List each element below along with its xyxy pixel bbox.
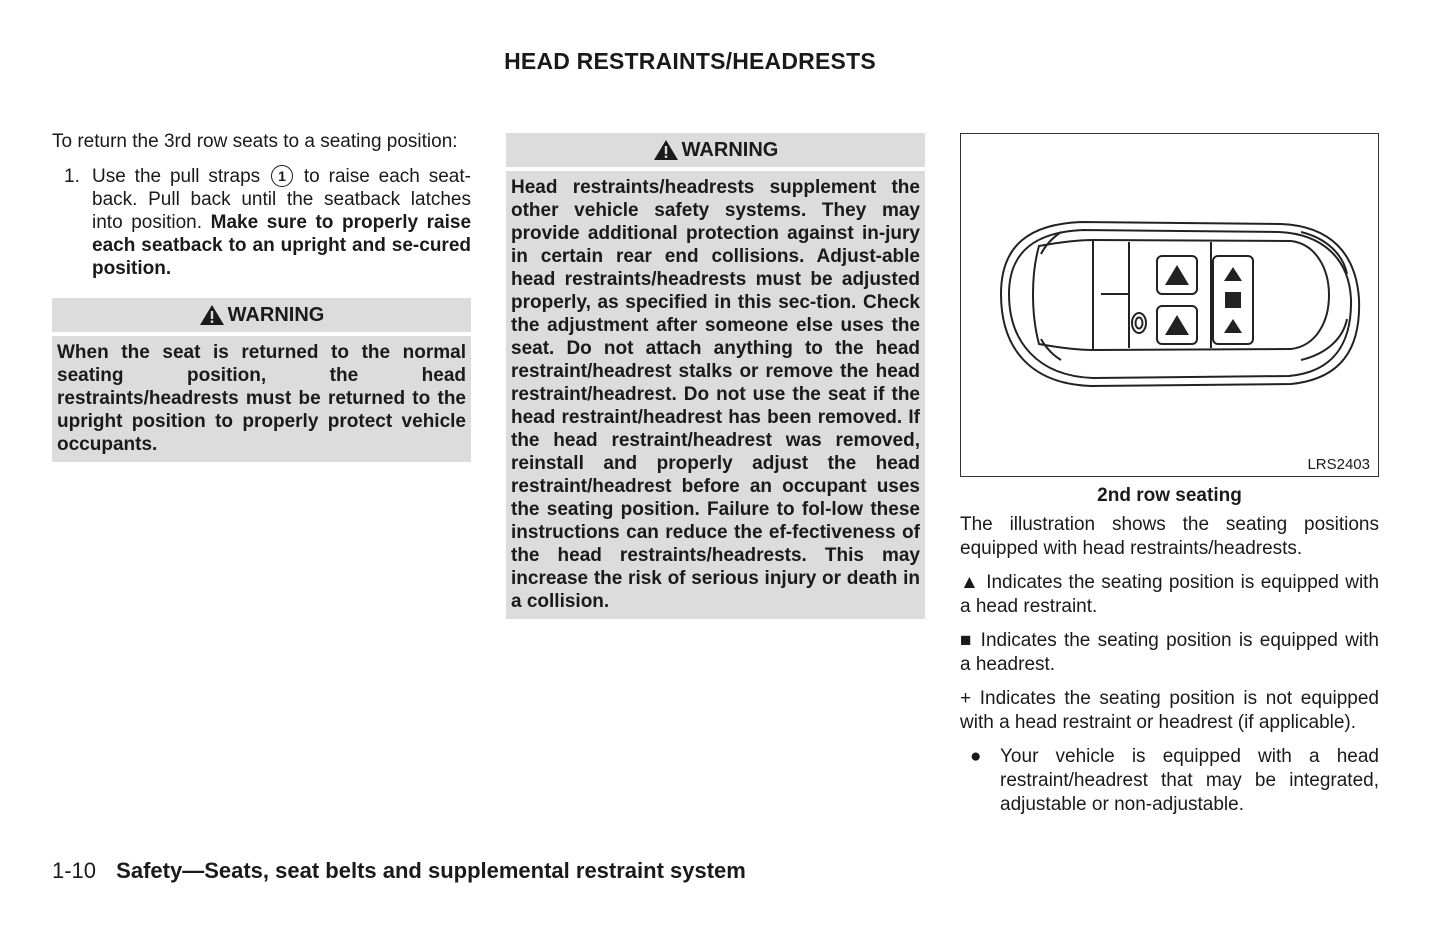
step-number: 1. xyxy=(64,166,80,187)
figure-caption: 2nd row seating xyxy=(1097,485,1242,506)
page-number: 1-10 xyxy=(52,858,97,883)
bullet-item xyxy=(960,745,1379,817)
step-text-after: to raise each seat-back. Pull back until the seatback latches into position. xyxy=(92,166,471,233)
para-intro: The illustration shows the seating positions equipped with head restraints/headrests. xyxy=(960,514,1379,559)
plus-symbol-icon: + xyxy=(960,688,972,709)
seating-figure xyxy=(960,133,1379,477)
warning-triangle-icon xyxy=(653,139,679,161)
headrest-markers xyxy=(1157,256,1253,344)
right-column xyxy=(960,133,1379,817)
para-square xyxy=(960,629,1379,677)
warning-label-middle: WARNING xyxy=(681,138,779,161)
step-text xyxy=(92,165,471,280)
triangle-symbol-icon: ▲ xyxy=(960,572,980,593)
square-symbol-icon: ■ xyxy=(960,630,974,651)
bullet-dot-icon: ● xyxy=(970,746,982,767)
warning-text-middle: Head restraints/headrests supplement the other vehicle safety systems. They may provide additional protection against in-jury in certain rear end collisions. Adjust-able head restraints/headrests must be adjusted properly, as specified in this sec-tion. Check the adjustment after someone else uses the seat. Do not attach anything to the head restraint/headrest stalks or remove the head restraint/headrest. Do not use the seat if the head restraint/headrest has been removed. If the head restraint/headrest was removed, reinstall and properly adjust the head restraint/headrest before an occupant uses the seating position. Failure to fol-low these instructions can reduce the ef-fectiveness of the head restraints/headrests. This may increase the risk of serious injury or death in a collision. xyxy=(506,171,925,619)
figure-code: LRS2403 xyxy=(1307,456,1370,473)
warning-label-left: WARNING xyxy=(227,303,325,326)
square-icon xyxy=(1225,292,1241,308)
section-title: Safety—Seats, seat belts and supplemental restraint system xyxy=(116,858,746,883)
para-triangle xyxy=(960,571,1379,619)
middle-column xyxy=(506,133,925,619)
left-column xyxy=(52,130,471,462)
step-1 xyxy=(52,165,471,280)
warning-box-left xyxy=(52,298,471,462)
warning-triangle-icon xyxy=(199,304,225,326)
bullet-text: Your vehicle is equipped with a head restraint/headrest that may be integrated, adjustable or non-adjustable. xyxy=(1000,746,1379,815)
car-body-inner-outline xyxy=(1009,230,1351,378)
fuel-cap xyxy=(1132,313,1146,333)
warning-title-middle xyxy=(506,133,925,167)
page-footer xyxy=(52,858,746,884)
triangle-text: Indicates the seating position is equipped with a head restraint. xyxy=(960,572,1380,617)
plus-text: Indicates the seating position is not equipped with a head restraint or headrest (if applicable). xyxy=(960,688,1379,733)
car-top-view-illustration xyxy=(961,134,1377,475)
windshield xyxy=(1033,240,1093,350)
para-plus xyxy=(960,687,1379,735)
step-text-bold: Make sure to properly raise each seatback to an upright and se-cured position. xyxy=(92,212,472,279)
step-text-before: Use the pull straps xyxy=(92,166,261,187)
square-text: Indicates the seating position is equipped with a headrest. xyxy=(960,630,1379,675)
pull-strap-callout-icon: 1 xyxy=(271,165,293,187)
warning-box-middle xyxy=(506,133,925,619)
intro-text: To return the 3rd row seats to a seating position: xyxy=(52,131,458,152)
warning-title-left xyxy=(52,298,471,332)
page-header: HEAD RESTRAINTS/HEADRESTS xyxy=(504,48,876,74)
warning-text-left: When the seat is returned to the normal seating position, the head restraints/headrests must be returned to the upright position to properly protect vehicle occupants. xyxy=(52,336,471,462)
